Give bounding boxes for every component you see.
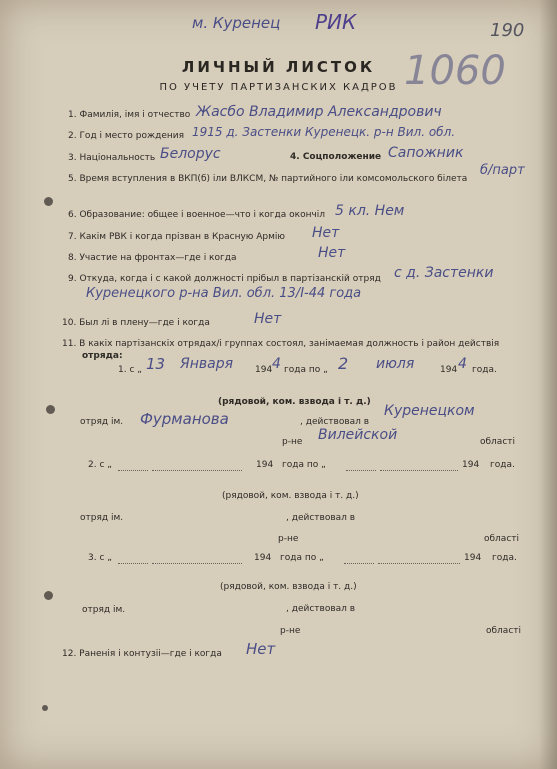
field-4-value: Сапожник [388,145,464,161]
period-2-end-label: года. [490,460,515,470]
period-1-from-year-label: 194 [255,365,273,375]
period-3-from-year-label: 194 [254,553,272,563]
paper-edge-shadow [539,0,557,769]
field-6-label: 6. Образование: общее і военное—что і когда окончіл [68,210,326,220]
punch-hole [44,591,53,600]
field-9-value-line-2: Куренецкого р-на Вил. обл. 13/I-44 года [86,286,362,301]
field-12-label: 12. Раненія і контузіі—где і когда [62,649,222,659]
field-6-value: 5 кл. Нем [335,203,405,219]
big-number-stamp: 1060 [404,48,506,94]
period-1-to-month: июля [376,356,415,372]
field-11-label-cont: отряда: [82,351,123,361]
period-2-oblast-label: області [484,534,520,544]
field-8-value: Нет [318,245,346,261]
field-9-label: 9. Откуда, когда і с какой должності прібыл в партізанскій отряд [68,274,381,284]
punch-hole [44,197,53,206]
period-1-end-label: года. [472,365,497,375]
period-1-from-prefix: 1. с „ [118,365,142,375]
period-2-to-month-blank [380,470,458,471]
field-2-label: 2. Год і место рождения [68,131,185,141]
period-3-from-day-blank [118,563,148,564]
period-2-from-prefix: 2. с „ [88,460,112,470]
field-10-label: 10. Был лі в плену—где і когда [62,318,210,328]
page-number: 190 [490,20,525,41]
period-1-from-month: Января [180,356,234,372]
period-2-acted-label: , действовал в [286,513,356,523]
period-3-to-year-label: 194 [464,553,482,563]
page-subtitle: ПО УЧЕТУ ПАРТИЗАНСКИХ КАДРОВ [159,82,398,93]
period-1-to-year-label: 194 [440,365,458,375]
field-11-label: 11. В какіх партізанскіх отрядах/і группах состоял, занімаемая должность і район действія [62,339,500,349]
field-3-label: 3. Національность [68,153,156,163]
period-3-end-label: года. [492,553,517,563]
period-2-rank-label: (рядовой, ком. взвода і т. д.) [222,491,359,501]
period-3-oblast-label: області [486,626,522,636]
corner-note-rik: РИК [315,10,357,34]
punch-hole [42,705,48,711]
period-1-oblast-label: області [480,437,516,447]
punch-hole [46,405,55,414]
period-2-from-year-label: 194 [256,460,274,470]
corner-note-location: м. Куренец [192,14,281,32]
period-3-detachment-label: отряд ім. [82,605,126,615]
period-1-to-year: 4 [458,356,467,372]
period-1-from-year: 4 [272,356,281,372]
period-2-to-day-blank [346,470,376,471]
period-2-to-year-label: 194 [462,460,480,470]
period-1-district-value: Куренецком [384,403,475,419]
period-3-to-month-blank [378,563,460,564]
period-1-region-value: Вилейской [318,427,398,443]
field-5-label: 5. Время вступления в ВКП(б) іли ВЛКСМ, № партийного іли комсомольского білета [68,174,468,184]
field-4-label: 4. Соцположение [290,152,382,162]
period-3-rank-label: (рядовой, ком. взвода і т. д.) [220,582,357,592]
period-1-mid-label: года по „ [284,365,328,375]
period-2-from-day-blank [118,470,148,471]
period-1-from-day: 13 [146,355,166,373]
period-1-detachment-label: отряд ім. [80,417,124,427]
period-3-to-day-blank [344,563,374,564]
period-2-mid-label: года по „ [282,460,326,470]
field-8-label: 8. Участие на фронтах—где і когда [68,253,237,263]
field-12-value: Нет [246,640,276,658]
field-1-label: 1. Фамилія, імя і отчество [68,110,191,120]
period-2-from-month-blank [152,470,242,471]
period-3-rne-label: р-не [280,626,301,636]
period-2-rne-label: р-не [278,534,299,544]
period-3-mid-label: года по „ [280,553,324,563]
period-1-acted-label: , действовал в [300,417,370,427]
period-3-acted-label: , действовал в [286,604,356,614]
field-9-value-line-1: с д. Застенки [394,265,494,281]
field-3-value: Белорус [160,146,221,162]
period-3-from-month-blank [152,563,242,564]
period-1-rne-label: р-не [282,437,303,447]
field-7-value: Нет [312,225,340,241]
period-3-from-prefix: 3. с „ [88,553,112,563]
period-1-to-day: 2 [338,354,349,373]
field-2-value: 1915 д. Застенки Куренецк. р-н Вил. обл. [192,125,456,139]
field-7-label: 7. Какім РВК і когда прізван в Красную Армію [68,232,285,242]
field-10-value: Нет [254,311,282,327]
field-1-value: Жасбо Владимир Александрович [196,104,442,120]
period-1-rank-label: (рядовой, ком. взвода і т. д.) [218,397,371,407]
field-5-value: б/парт [480,163,525,178]
page-title: ЛИЧНЫЙ ЛИСТОК [181,58,376,76]
period-1-detachment-value: Фурманова [140,410,229,428]
period-2-detachment-label: отряд ім. [80,513,124,523]
